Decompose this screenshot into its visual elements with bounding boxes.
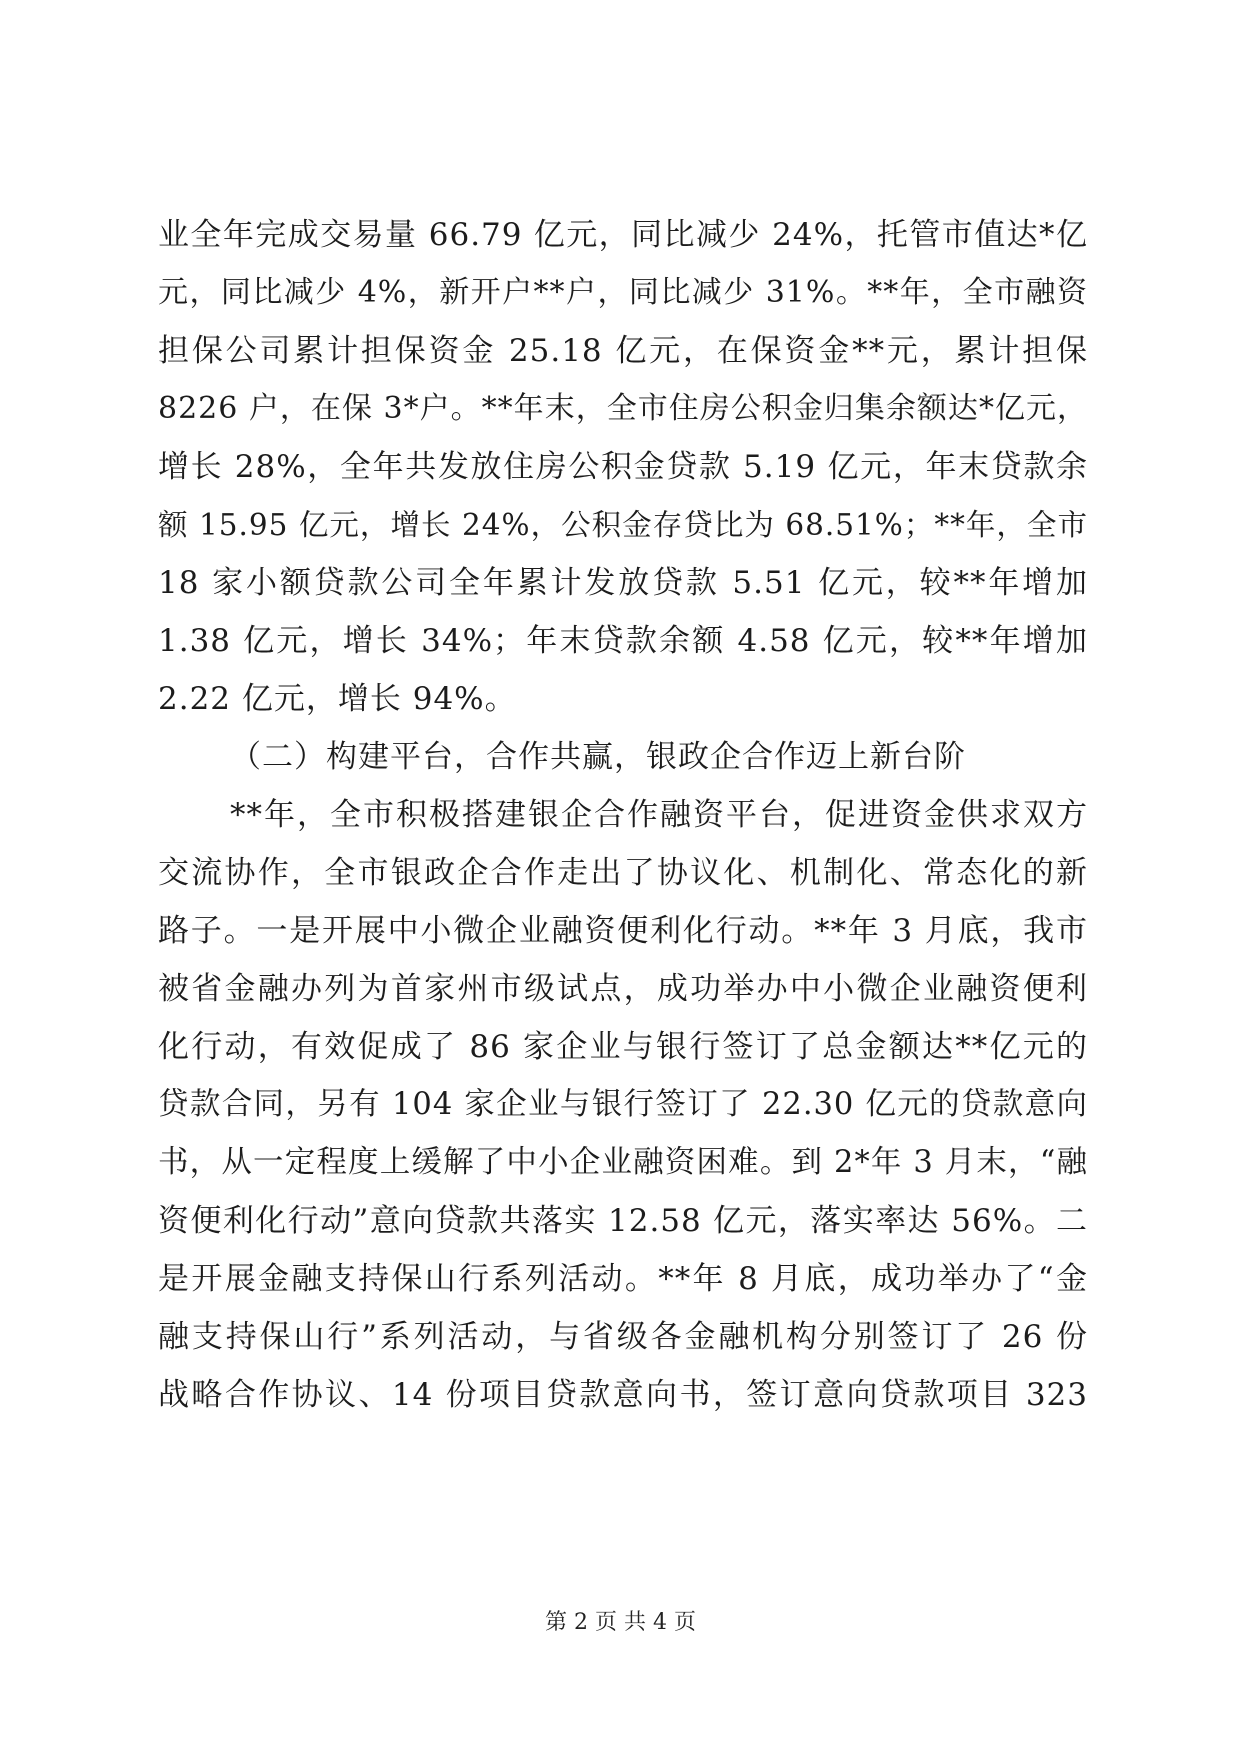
paragraph-1-line-1: 业全年完成交易量 66.79 亿元，同比减少 24%，托管市值达*亿: [158, 217, 1088, 253]
page-number-footer: 第 2 页 共 4 页: [545, 1610, 696, 1635]
paragraph-1-line-7: 18 家小额贷款公司全年累计发放贷款 5.51 亿元，较**年增加: [158, 565, 1088, 601]
paragraph-2-line-7: 书，从一定程度上缓解了中小企业融资困难。到 2*年 3 月末，“融: [158, 1145, 1088, 1180]
paragraph-2-line-1: **年，全市积极搭建银企合作融资平台，促进资金供求双方: [230, 797, 1088, 833]
paragraph-2-line-8: 资便利化行动”意向贷款共落实 12.58 亿元，落实率达 56%。二: [158, 1203, 1088, 1239]
paragraph-2-line-5: 化行动，有效促成了 86 家企业与银行签订了总金额达**亿元的: [158, 1029, 1088, 1065]
paragraph-1-line-6: 额 15.95 亿元，增长 24%，公积金存贷比为 68.51%；**年，全市: [158, 508, 1088, 542]
paragraph-1-line-3: 担保公司累计担保资金 25.18 亿元，在保资金**元，累计担保: [158, 333, 1088, 369]
paragraph-1-line-2: 元，同比减少 4%，新开户**户，同比减少 31%。**年，全市融资: [158, 275, 1088, 310]
paragraph-2-line-6: 贷款合同，另有 104 家企业与银行签订了 22.30 亿元的贷款意向: [158, 1087, 1088, 1122]
paragraph-2-line-3: 路子。一是开展中小微企业融资便利化行动。**年 3 月底，我市: [158, 913, 1088, 949]
paragraph-2-line-11: 战略合作协议、14 份项目贷款意向书，签订意向贷款项目 323: [158, 1377, 1088, 1413]
paragraph-1-line-9: 2.22 亿元，增长 94%。: [158, 681, 517, 717]
section-heading: （二）构建平台，合作共赢，银政企合作迈上新台阶: [230, 739, 966, 775]
paragraph-1-line-8: 1.38 亿元，增长 34%；年末贷款余额 4.58 亿元，较**年增加: [158, 623, 1088, 659]
paragraph-1-line-4: 8226 户，在保 3*户。**年末，全市住房公积金归集余额达*亿元，: [158, 391, 1088, 426]
paragraph-2-line-4: 被省金融办列为首家州市级试点，成功举办中小微企业融资便利: [158, 971, 1088, 1007]
paragraph-2-line-9: 是开展金融支持保山行系列活动。**年 8 月底，成功举办了“金: [158, 1261, 1088, 1297]
paragraph-2-line-2: 交流协作，全市银政企合作走出了协议化、机制化、常态化的新: [158, 855, 1088, 891]
paragraph-1-line-5: 增长 28%，全年共发放住房公积金贷款 5.19 亿元，年末贷款余: [158, 449, 1088, 485]
paragraph-2-line-10: 融支持保山行”系列活动，与省级各金融机构分别签订了 26 份: [158, 1319, 1088, 1355]
